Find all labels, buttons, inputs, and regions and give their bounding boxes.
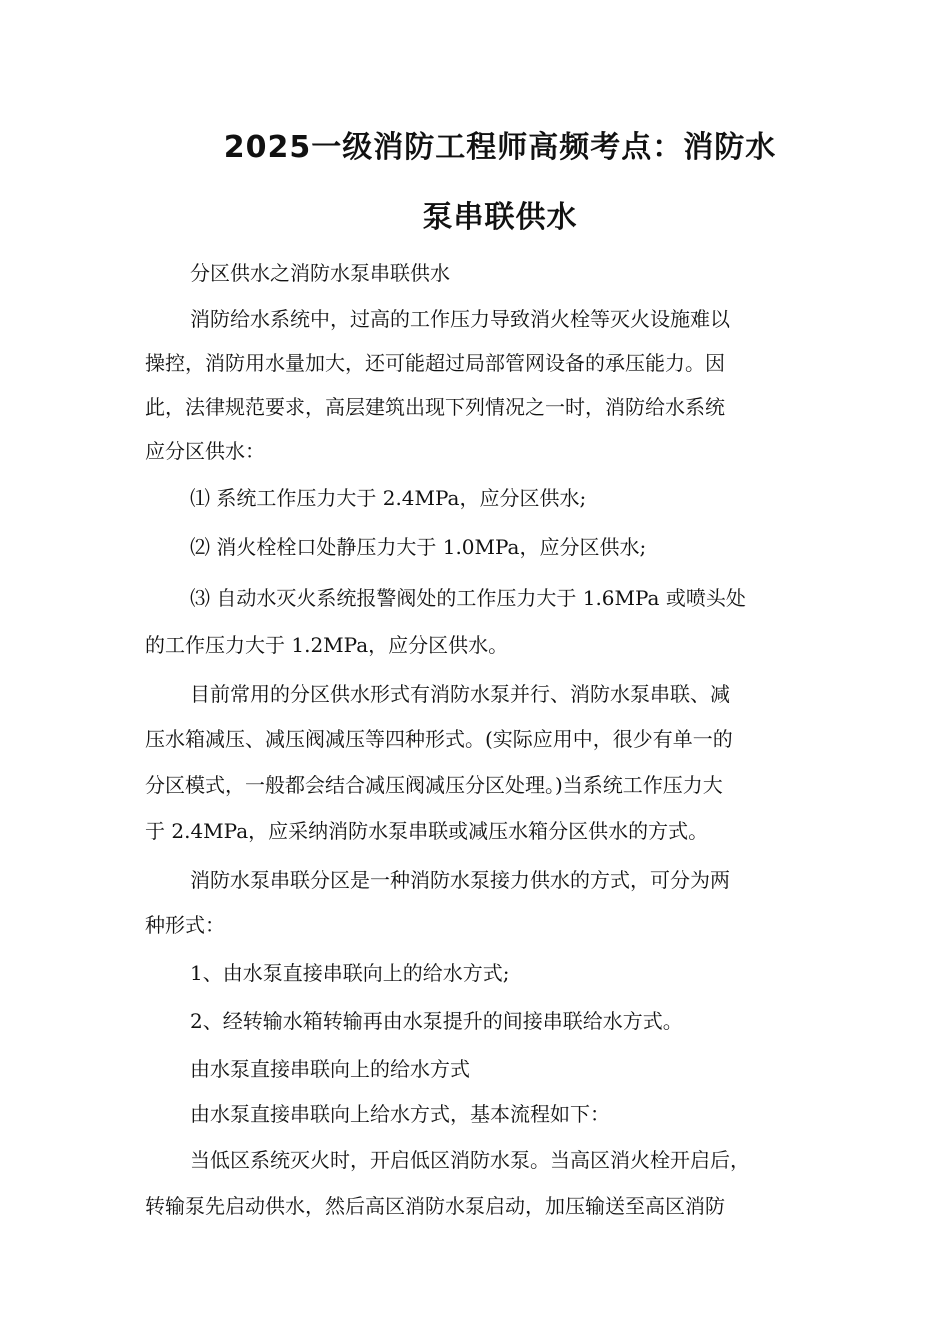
list-item: 2、经转输水箱转输再由水泵提升的间接串联给水方式。 [190, 1009, 683, 1033]
list-item: 1、由水泵直接串联向上的给水方式; [190, 961, 510, 985]
paragraph-line: 操控，消防用水量加大，还可能超过局部管网设备的承压能力。因 [145, 351, 725, 375]
paragraph-line: 由水泵直接串联向上给水方式，基本流程如下： [190, 1102, 610, 1126]
paragraph-line: 分区模式，一般都会结合减压阀减压分区处理。)当系统工作压力大 [145, 773, 723, 797]
paragraph-line: 应分区供水： [145, 439, 265, 463]
section-heading: 分区供水之消防水泵串联供水 [190, 261, 450, 285]
paragraph-line: 于 2.4MPa，应采纳消防水泵串联或减压水箱分区供水的方式。 [145, 819, 709, 843]
paragraph-line: 当低区系统灭火时，开启低区消防水泵。当高区消火栓开启后， [190, 1148, 750, 1172]
paragraph-line: 目前常用的分区供水形式有消防水泵并行、消防水泵串联、减 [190, 682, 730, 706]
paragraph-line: 转输泵先启动供水，然后高区消防水泵启动，加压输送至高区消防 [145, 1194, 725, 1218]
paragraph-line: 种形式： [145, 913, 225, 937]
document-title-line1: 2025一级消防工程师高频考点：消防水 [223, 130, 777, 165]
paragraph-line: 此，法律规范要求，高层建筑出现下列情况之一时，消防给水系统 [145, 395, 725, 419]
list-item: ⑴ 系统工作压力大于 2.4MPa，应分区供水; [190, 486, 587, 510]
list-item: ⑵ 消火栓栓口处静压力大于 1.0MPa，应分区供水; [190, 535, 647, 559]
paragraph-line: 的工作压力大于 1.2MPa，应分区供水。 [145, 633, 509, 657]
paragraph-line: 压水箱减压、减压阀减压等四种形式。(实际应用中，很少有单一的 [145, 727, 733, 751]
paragraph-line: 消防水泵串联分区是一种消防水泵接力供水的方式，可分为两 [190, 868, 730, 892]
section-heading: 由水泵直接串联向上的给水方式 [190, 1057, 470, 1081]
paragraph-line: 消防给水系统中，过高的工作压力导致消火栓等灭火设施难以 [190, 307, 730, 331]
document-title-line2: 泵串联供水 [422, 200, 578, 235]
list-item: ⑶ 自动水灭火系统报警阀处的工作压力大于 1.6MPa 或喷头处 [190, 586, 746, 610]
